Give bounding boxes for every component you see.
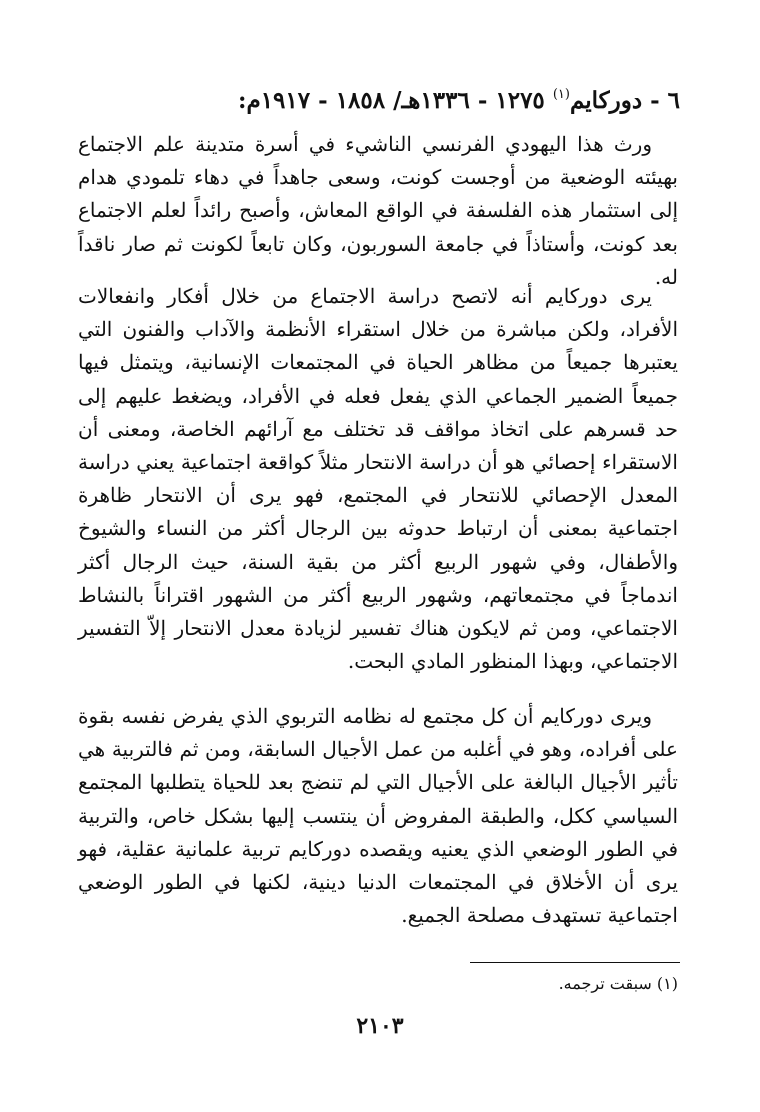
heading-title: ٦ - دوركايم xyxy=(569,87,680,114)
section-heading xyxy=(238,80,680,116)
paragraph-3: ويرى دوركايم أن كل مجتمع له نظامه التربوي الذي يفرض نفسه بقوة على أفراده، وهو في أغلبه من عمل الأجيال السابقة، ومن ثم فالتربية هي تأثير الأجيال البالغة على الأجيال التي لم تنضج بعد للحياة يتطلبها المجتمع السياسي ككل، والطبقة المفروض أن ينتسب إليها بشكل خاص، والتربية في الطور الوضعي الذي يعنيه ويقصده دوركايم تربية علمانية عقلية، فهو يرى أن الأخلاق في المجتمعات الدنيا دينية، لكنها في الطور الوضعي اجتماعية تستهدف مصلحة الجميع. xyxy=(78,704,678,928)
footnote-text: سبقت ترجمه. xyxy=(558,974,652,993)
footnote xyxy=(559,972,678,996)
paragraph-1: ورث هذا اليهودي الفرنسي الناشيء في أسرة متدينة علم الاجتماع بهيئته الوضعية من أوجست كونت، وسعى جاهداً في دهاء تلمودي هدام إلى استثمار هذه الفلسفة في الواقع المعاش، وأصبح رائداً لعلم الاجتماع بعد كونت، وأستاذاً في جامعة السوربون، وكان تابعاً لكونت ثم صار ناقداً له. xyxy=(78,132,678,289)
paragraph-2: يرى دوركايم أنه لاتصح دراسة الاجتماع من خلال أفكار وانفعالات الأفراد، ولكن مباشرة من خلال استقراء الأنظمة والآداب والفنون التي يعتبرها جميعاً من مظاهر الحياة في المجتمعات الإنسانية، ويتمثل فيها جميعاً الضمير الجماعي الذي يفعل فعله في الأفراد، ويضغط عليهم إلى حد قسرهم على اتخاذ مواقف قد تختلف مع آرائهم الخاصة، ومعنى أن الاستقراء إحصائي هو أن دراسة الانتحار مثلاً كواقعة اجتماعية يعني دراسة المعدل الإحصائي للانتحار في المجتمع، فهو يرى أن الانتحار ظاهرة اجتماعية بمعنى أن ارتباط حدوثه بين الرجال أكثر من النساء والشيوخ والأطفال، وفي شهور الربيع أكثر من بقية السنة، حيث الرجال أكثر اندماجاً في مجتمعاتهم، وشهور الربيع أكثر من الشهور اقتراناً بالنشاط الاجتماعي، ومن ثم لايكون هناك تفسير لزيادة معدل الانتحار إلاّ التفسير الاجتماعي، وبهذا المنظور المادي البحت. xyxy=(78,284,678,674)
heading-dates: ١٢٧٥ - ١٣٣٦هـ/ ١٨٥٨ - ١٩١٧م: xyxy=(237,87,545,114)
footnote-separator xyxy=(470,962,680,963)
page-number: ٢١٠٣ xyxy=(356,1013,404,1039)
footnote-number: (١) xyxy=(656,974,678,993)
heading-footnote-marker: (١) xyxy=(552,87,570,102)
